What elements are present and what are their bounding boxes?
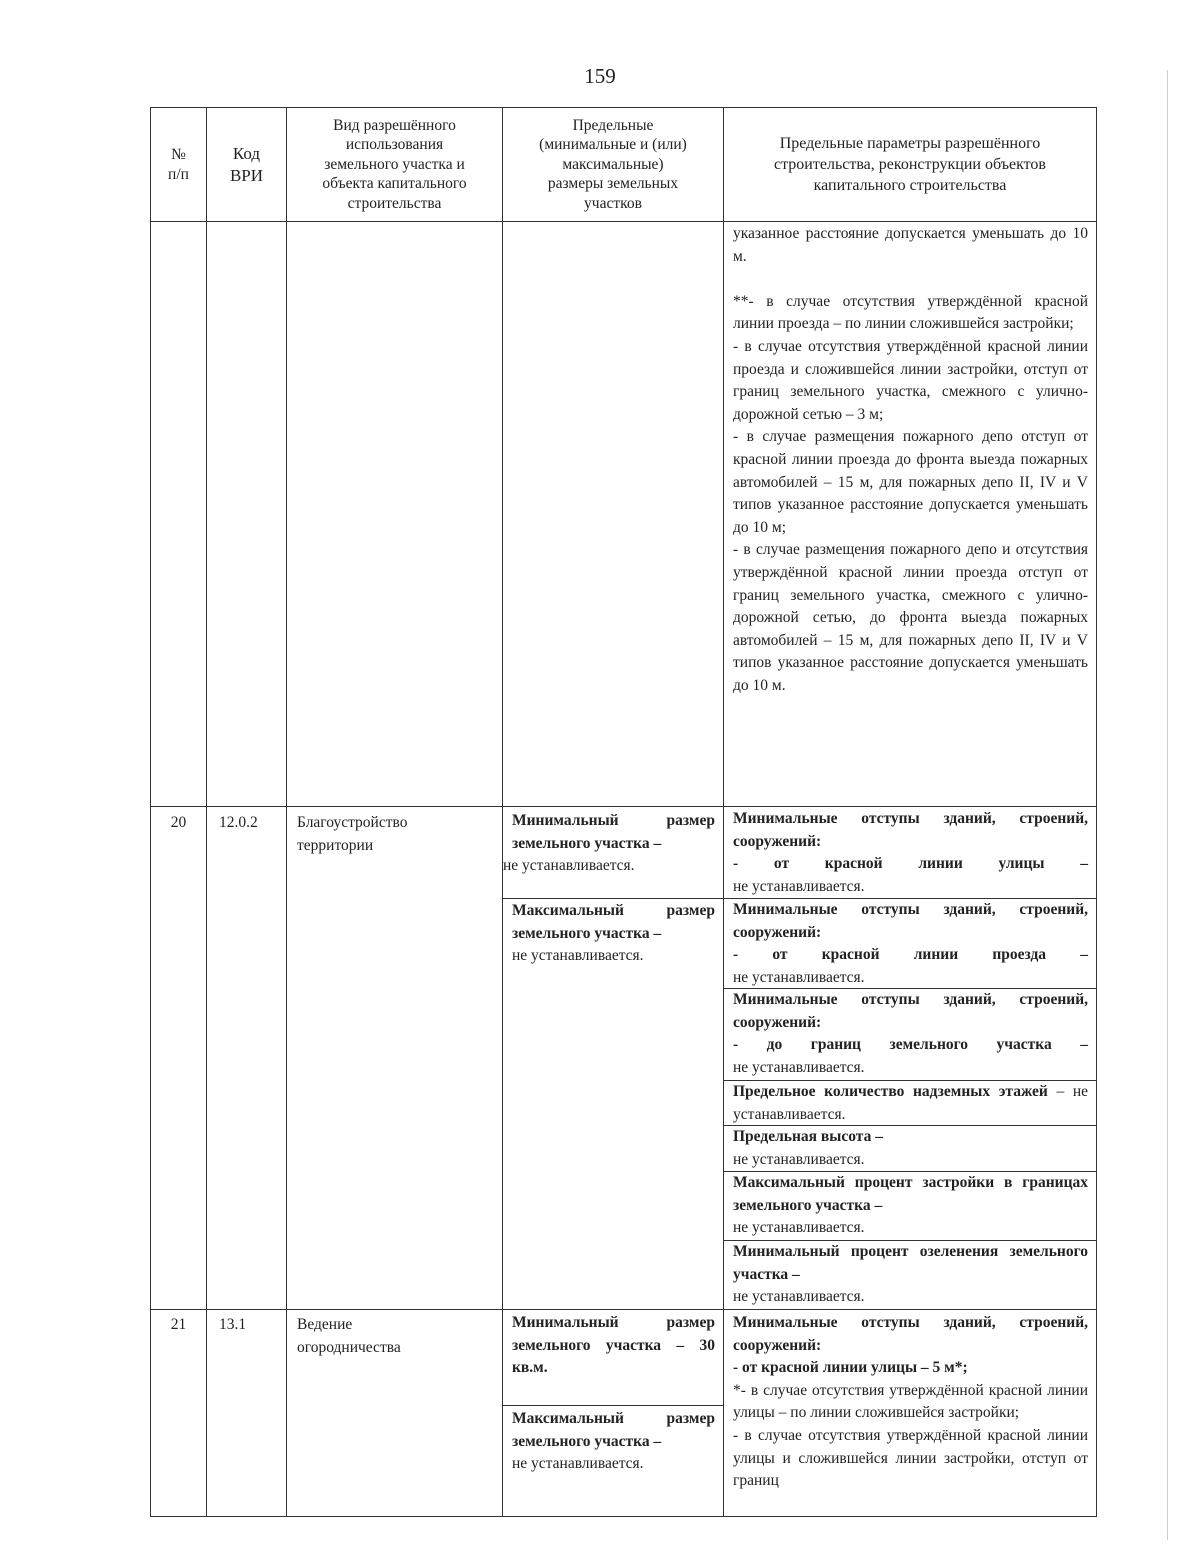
continuation-params-text: указанное расстояние допускается уменьшать до 10 м. **- в случае отсутствия утверждённой красной линии проезда – по линии сложившейся застройки; - в случае отсутствия утверждённой красной линии проезда и сложившейся линии застройки, отступ от границ земельного участка, смежного с улично-дорожной сетью – 3 м; - в случае размещения пожарного депо отступ от красной линии проезда до фронта выезда пожарных автомобилей – 15 м, для пожарных депо II, IV и V типов указанное расстояние допускается уменьшать до 10 м; - в случае размещения пожарного депо и отсутствия утверждённой красной линии проезда отступ от границ земельного участка, смежного с улично-дорожной сетью, до фронта выезда пожарных автомобилей – 15 м, для пожарных депо II, IV и V типов указанное расстояние допускается уменьшать до 10 м.	[733, 225, 1088, 694]
subcell-divider	[502, 898, 724, 899]
row-20-max-height	[724, 1126, 1096, 1171]
min-plot-size-value: не устанавливается.	[503, 857, 635, 875]
subcell-divider	[502, 1405, 724, 1406]
setback-item: - до границ земельного участка –	[733, 1036, 1088, 1054]
max-height-title: Предельная высота –	[733, 1128, 883, 1145]
header-plot-sizes: Предельные (минимальные и (или) максимальные) размеры земельных участков	[539, 116, 687, 212]
min-greenery-value: не устанавливается.	[733, 1288, 865, 1306]
row-21-setbacks	[724, 1312, 1096, 1493]
setback-item: - от красной линии проезда –	[733, 946, 1088, 964]
setback-title: Минимальные отступы зданий, строений, сооружений:	[733, 991, 1088, 1031]
row-20-max-floors	[724, 1081, 1096, 1126]
header-num: № п/п	[168, 146, 189, 183]
setback-title: Минимальные отступы зданий, строений, сооружений:	[733, 1314, 1088, 1354]
setback-title: Минимальные отступы зданий, строений, сооружений:	[733, 810, 1088, 850]
row-20-permitted-use: Благоустройство территории	[297, 814, 408, 854]
row-20-setback-street	[724, 808, 1096, 898]
min-plot-size-title: Минимальный размер земельного участка –	[512, 812, 715, 852]
setback-item: - от красной линии улицы –	[733, 855, 1088, 873]
row-20-number: 20	[170, 814, 187, 831]
row-21-code: 13.1	[219, 1316, 247, 1333]
setback-value: не устанавливается.	[733, 968, 865, 986]
max-plot-size-title: Максимальный размер земельного участка –	[512, 1410, 715, 1450]
table-border-bottom	[150, 1516, 1097, 1517]
min-plot-size-title: Минимальный размер земельного участка – 30 кв.м.	[512, 1314, 715, 1377]
max-plot-size-value: не устанавливается.	[512, 947, 644, 965]
row-21-number: 21	[170, 1316, 187, 1333]
header-code: Код ВРИ	[229, 143, 264, 185]
row-21-max-plot-size	[503, 1408, 723, 1476]
setback-note: *- в случае отсутствия утверждённой красной линии улицы – по линии сложившейся застройки; - в случае отсутствия утверждённой красной линии улицы и сложившейся линии застройки, отступ от границ	[733, 1381, 1088, 1490]
row-20-min-plot-size	[503, 810, 723, 878]
page-number: 159	[584, 64, 616, 88]
row-20-code: 12.0.2	[219, 814, 258, 831]
setback-value: не устанавливается.	[733, 1058, 865, 1076]
row-20-setback-driveway	[724, 899, 1096, 989]
setback-title: Минимальные отступы зданий, строений, сооружений:	[733, 901, 1088, 941]
max-plot-size-title: Максимальный размер земельного участка –	[512, 902, 715, 942]
max-coverage-title: Максимальный процент застройки в границах земельного участка –	[733, 1174, 1088, 1214]
header-divider	[150, 221, 1097, 222]
row-divider-20	[150, 806, 1097, 807]
row-20-setback-boundary	[724, 989, 1096, 1079]
row-20-max-coverage	[724, 1172, 1096, 1240]
scan-edge-line	[1167, 70, 1168, 1540]
max-floors-title: Предельное количество надземных этажей	[733, 1083, 1048, 1100]
row-21-permitted-use: Ведение огородничества	[297, 1316, 401, 1356]
max-coverage-value: не устанавливается.	[733, 1219, 865, 1237]
max-floors-value: – не устанавливается.	[733, 1083, 1088, 1123]
header-permitted-use: Вид разрешённого использования земельного участка и объекта капитального строительства	[322, 116, 467, 212]
row-20-max-plot-size	[503, 900, 723, 968]
row-21-min-plot-size	[503, 1312, 723, 1380]
setback-item: - от красной линии улицы – 5 м*;	[733, 1359, 968, 1377]
row-20-min-greenery	[724, 1241, 1096, 1309]
max-plot-size-value: не устанавливается.	[512, 1455, 644, 1473]
table-border-right	[1096, 107, 1097, 1517]
min-greenery-title: Минимальный процент озеленения земельного участка –	[733, 1243, 1088, 1283]
row-divider-21	[150, 1309, 1097, 1310]
header-construction-params: Предельные параметры разрешённого строительства, реконструкции объектов капитального строительства	[774, 135, 1046, 194]
max-height-value: не устанавливается.	[733, 1150, 865, 1168]
setback-value: не устанавливается.	[733, 877, 865, 895]
